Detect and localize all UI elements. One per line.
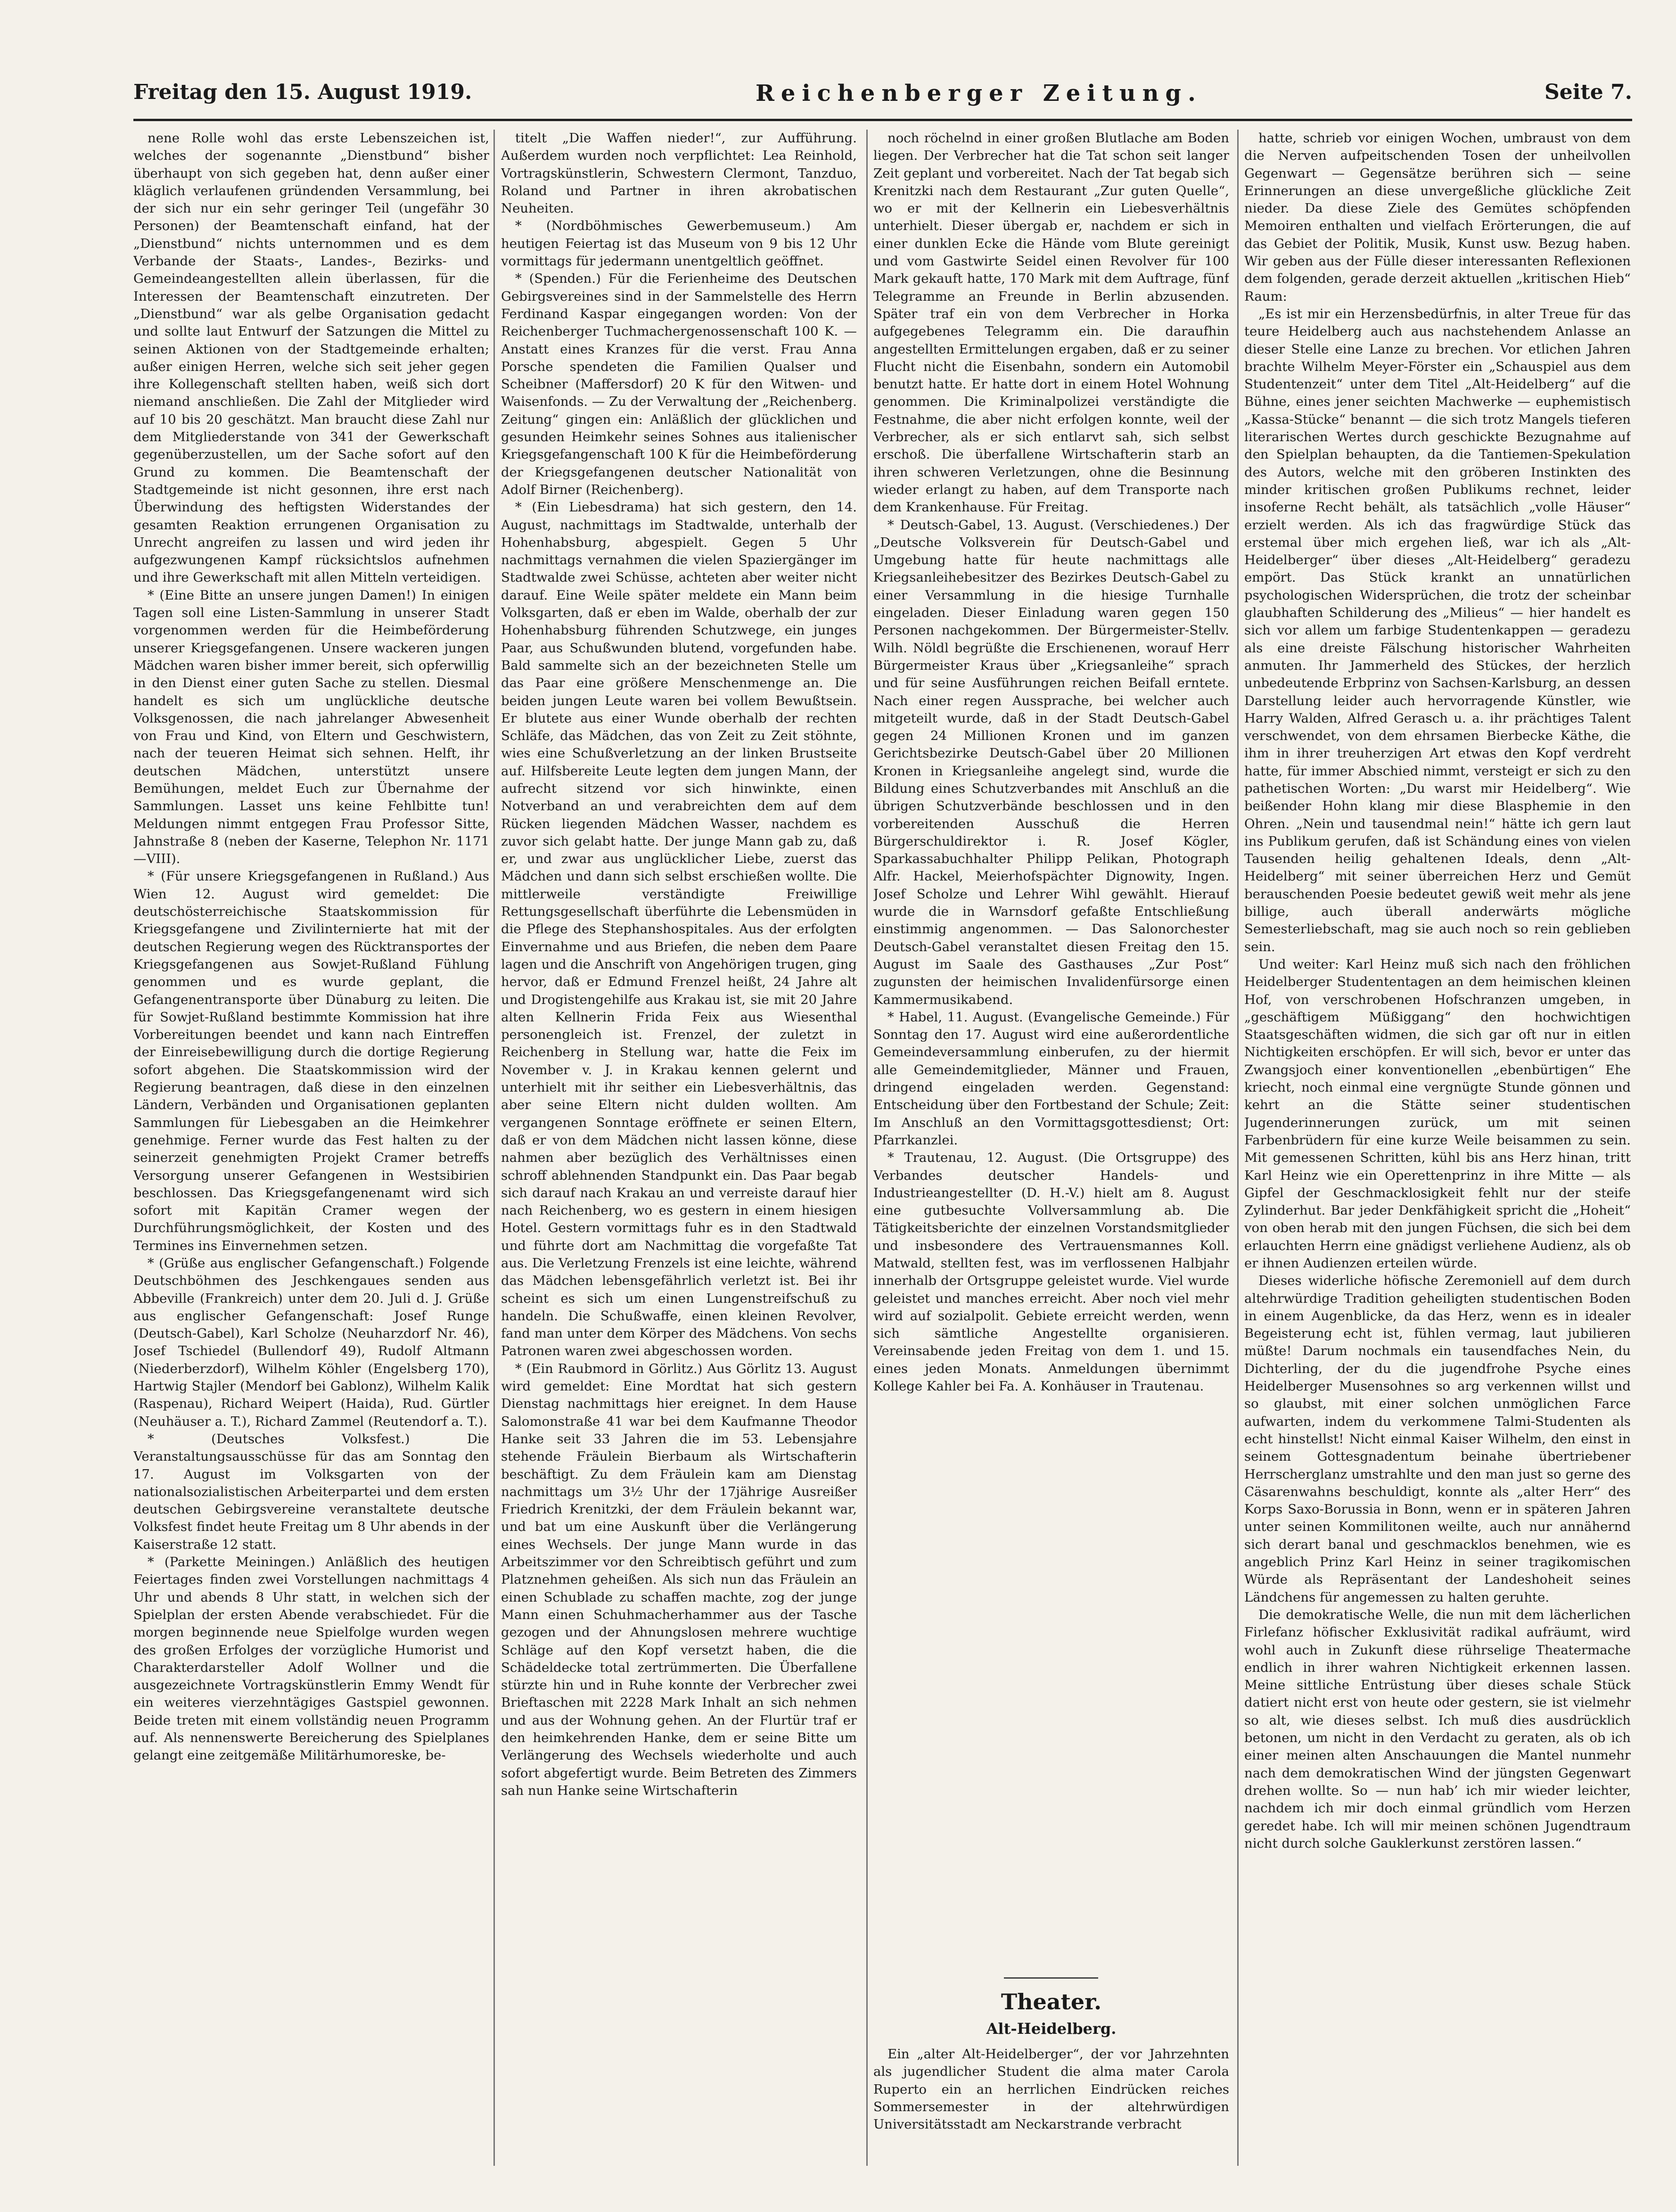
page-number: Seite 7. (1544, 80, 1632, 104)
article-paragraph: nene Rolle wohl das erste Lebenszeichen ist, welches der sogenannte „Dienstbund“ bisher überhaupt von sich gegeben hat, denn außer einer kläglich verlaufenen gründenden Versammlung, bei der sich nur ein sehr geringer Teil (ungefähr 30 Personen) der Beamtenschaft einfand, hat der „Dienstbund“ nichts unternommen und es dem Verbande der Staats-, Landes-, Bezirks- und Gemeindeangestellten allein überlassen, für die Interessen der Beamtenschaft einzutreten. Der „Dienstbund“ war als gelbe Organisation gedacht und sollte laut Entwurf der Satzungen die Mittel zu seinen Aktionen von der Stadtgemeinde erhalten; außer einigen Herren, welche sich seit jeher gegen ihre Kollegenschaft stellten haben, weiß sich dort niemand anschließen. Die Zahl der Mitglieder wird auf 10 bis 20 geschätzt. Man braucht diese Zahl nur dem Mitgliederstande von 341 der Gewerkschaft gegenüberzustellen, um der Sache sofort auf den Grund zu kommen. Die Beamtenschaft der Stadtgemeinde ist nicht gesonnen, ihre erst nach Überwindung des heftigsten Widerstandes der gesamten Reaktion errungenen Organisation zu Unrecht angreifen zu lassen und wird jeden ihr aufgezwungenen Kampf rücksichtslos aufnehmen und ihre Gewerkschaft mit allen Mitteln verteidigen. (133, 131, 489, 585)
article-paragraph: * (Nordböhmisches Gewerbemuseum.) Am heutigen Feiertag ist das Museum von 9 bis 12 Uhr vormittags für jedermann unentgeltlich geöffnet. (501, 218, 857, 269)
column-4 (1244, 130, 1631, 2171)
header-rule (133, 119, 1632, 121)
newspaper-title: Reichenberger Zeitung. (756, 80, 1202, 107)
theater-heading: Theater. (1001, 1989, 1102, 2015)
column-divider (866, 130, 868, 2166)
column-divider (1237, 130, 1239, 2166)
article-paragraph: * (Parkette Meiningen.) Anläßlich des heutigen Feiertages finden zwei Vorstellungen nachmittags 4 Uhr und abends 8 Uhr statt, in welchen sich der Spielplan der ersten Abende verabschiedet. Für die morgen beginnende neue Spielfolge wurden wegen des großen Erfolges der vorzügliche Humorist und Charakterdarsteller Adolf Wollner und die ausgezeichnete Vortragskünstlerin Emmy Wendt für ein weiteres vierzehntägiges Gastspiel gewonnen. Beide treten mit einem vollständig neuen Programm auf. Als nennenswerte Bereicherung des Spielplanes gelangt eine zeitgemäße Militärhumoreske, be- (133, 1554, 489, 1763)
article-paragraph: * (Grüße aus englischer Gefangenschaft.) Folgende Deutschböhmen des Jeschkengaues senden aus Abbeville (Frankreich) unter dem 20. Juli d. J. Grüße aus englischer Gefangenschaft: Josef Runge (Deutsch-Gabel), Karl Scholze (Neuharzdorf Nr. 46), Josef Tschiedel (Bullendorf 49), Rudolf Altmann (Niederberzdorf), Wilhelm Köhler (Engelsberg 170), Hartwig Stajler (Mendorf bei Gablonz), Wilhelm Kalik (Raspenau), Richard Weipert (Haida), Rud. Gürtler (Neuhäuser a. T.), Richard Zammel (Reutendorf a. T.). (133, 1256, 489, 1429)
column-2 (501, 130, 857, 2171)
article-paragraph: Dieses widerliche höfische Zeremoniell auf dem durch altehrwürdige Tradition geheiligten studentischen Boden in einem Augenblicke, da das Herz, wenn es in idealer Begeisterung echt ist, fühlen vermag, laut jubilieren müßte! Darum nochmals ein tausendfaches Nein, du Dichterling, der du die jugendfrohe Psyche eines Heidelberger Musensohnes so arg verkennen willst und so glaubst, mit einer solchen unmöglichen Farce aufwarten, indem du verkommene Talmi-Studenten als echt hinstellst! Nicht einmal Kaiser Wilhelm, den einst in seinem Gottesgnadentum beinahe übertriebener Herrscherglanz umstrahlte und den man just so gerne des Cäsarenwahns beschuldigt, konnte als „alter Herr“ des Korps Saxo-Borussia in Bonn, wenn er in späteren Jahren unter seinen Kommilitonen weilte, auch nur annähernd sich derart banal und geschmacklos benehmen, wie es angeblich Prinz Karl Heinz in seiner tragikomischen Würde als Repräsentant der Landeshoheit seines Ländchens für angemessen zu halten geruhte. (1244, 1273, 1631, 1605)
article-paragraph: * Trautenau, 12. August. (Die Ortsgruppe) des Verbandes deutscher Handels- und Industrieangestellter (D. H.-V.) hielt am 8. August eine gutbesuchte Vollversammlung ab. Die Tätigkeitsberichte der einzelnen Vorstandsmitglieder und insbesondere des Vertrauensmannes Koll. Matwald, stellten fest, was im verflossenen Halbjahr innerhalb der Ortsgruppe geleistet wurde. Viel wurde geleistet und manches erreicht. Aber noch viel mehr wird auf sozialpolit. Gebiete erreicht werden, wenn sich sämtliche Angestellte organisieren. Vereinsabende jeden Freitag von dem 1. und 15. eines jeden Monats. Anmeldungen übernimmt Kollege Kahler bei Fa. A. Konhäuser in Trautenau. (873, 1150, 1229, 1394)
section-rule (1004, 1977, 1098, 1979)
article-paragraph: * (Ein Liebesdrama) hat sich gestern, den 14. August, nachmittags im Stadtwalde, unterhalb der Hohenhabsburg, abgespielt. Gegen 5 Uhr nachmittags vernahmen die vielen Spaziergänger im Stadtwalde zwei Schüsse, achteten aber weiter nicht darauf. Eine Weile später meldete ein Mann beim Volksgarten, daß er eben im Walde, oberhalb der zur Hohenhabsburg führenden Schutzwege, ein junges Paar, aus Schußwunden blutend, vorgefunden habe. Bald sammelte sich an der bezeichneten Stelle um das Paar eine größere Menschenmenge an. Die beiden jungen Leute waren bei vollem Bewußtsein. Er blutete aus einer Wunde oberhalb der rechten Schläfe, das Mädchen, das von Zeit zu Zeit stöhnte, wies eine Schußverletzung an der linken Brustseite auf. Hilfsbereite Leute legten dem jungen Mann, der aufrecht sitzend vor sich hinwinkte, einen Notverband an und verabreichten dem auf dem Rücken liegenden Mädchen Wasser, nachdem es zuvor sich gelabt hatte. Der junge Mann gab zu, daß er, und zwar aus unglücklicher Liebe, zuerst das Mädchen und dann sich selbst erschießen wollte. Die mittlerweile verständigte Freiwillige Rettungsgesellschaft überführte die Lebensmüden in die Pflege des Stephanshospitales. Aus der erfolgten Einvernahme und aus Briefen, die neben dem Paare lagen und die Anschrift von Angehörigen trugen, ging hervor, daß er Edmund Frenzel heißt, 24 Jahre alt und Drogistengehilfe aus Krakau ist, sie mit 20 Jahre alten Kellnerin Frida Feix aus Wiesenthal personengleich ist. Frenzel, der zuletzt in Reichenberg in Stellung war, hatte die Feix im November v. J. in Krakau kennen gelernt und unterhielt mit ihr seither ein Liebesverhältnis, das aber seine Eltern nicht dulden wollten. Am vergangenen Sonntage eröffnete er seinen Eltern, daß er von dem Mädchen nicht lassen könne, diese nahmen aber bezüglich des Verhältnisses einen schroff ablehnenden Standpunkt ein. Das Paar begab sich darauf nach Krakau an und verreiste darauf hier nach Reichenberg, wo es gestern in einem hiesigen Hotel. Gestern vormittags fuhr es in den Stadtwald und führte dort am Nachmittag die vorgefaßte Tat aus. Die Verletzung Frenzels ist eine leichte, während das Mädchen lebensgefährlich verletzt ist. Bei ihr scheint es sich um einen Lungenstreifschuß zu handeln. Die Schußwaffe, einen kleinen Revolver, fand man unter dem Körper des Mädchens. Von sechs Patronen waren zwei abgeschossen worden. (501, 500, 857, 1359)
column-divider (493, 130, 495, 2166)
theater-subheading: Alt-Heidelberg. (986, 2020, 1117, 2038)
article-paragraph: „Es ist mir ein Herzensbedürfnis, in alter Treue für das teure Heidelberg auch aus nachstehendem Anlasse an dieser Stelle eine Lanze zu brechen. Vor etlichen Jahren brachte Wilhelm Meyer-Förster ein „Schauspiel aus dem Studentenzeit“ unter dem Titel „Alt-Heidelberg“ auf die Bühne, eines jener seichten Machwerke — euphemistisch „Kassa-Stücke“ benannt — die sich trotz Mangels tieferen literarischen Wertes durch geschickte Bezugnahme auf den Spielplan behaupten, da die Tantiemen-Spekulation des Autors, welche mit den gröberen Instinkten des minder kritischen großen Publikums rechnet, leider insoferne Recht behält, als tatsächlich „volle Häuser“ erzielt werden. Als ich das fragwürdige Stück das erstemal über mich ergehen ließ, war ich als „Alt-Heidelberger“ über dieses „Alt-Heidelberg“ geradezu empört. Das Stück krankt an unnatürlichen psychologischen Widersprüchen, die trotz der scheinbar glaubhaften Schilderung des „Milieus“ — hier handelt es sich vor allem um farbige Studentenkappen — geradezu als eine dreiste Fälschung historischer Wahrheiten anmuten. Ihr Jammerheld des Stückes, der herzlich unbedeutende Erbprinz von Sachsen-Karlsburg, an dessen Darstellung leider auch hervorragende Künstler, wie Harry Walden, Alfred Gerasch u. a. ihr prächtiges Talent verschwendet, von dem ehrsamen Bierbecke Käthe, die ihm in ihrer treuherzigen Art etwas den Kopf verdreht hatte, für immer Abschied nimmt, versteigt er sich zu den pathetischen Worten: „Du warst mir Heidelberg“. Wie beißender Hohn klang mir diese Blasphemie in den Ohren. „Nein und tausendmal nein!“ hätte ich gern laut ins Publikum gerufen, daß ist Schändung eines von vielen Tausenden heilig gehaltenen Ideals, denn „Alt-Heidelberg“ mit seiner überreichen Herz und Gemüt berauschenden Poesie bedeutet gewiß weit mehr als jene billige, auch überall anderwärts mögliche Semesterliebschaft, mag sie auch noch so rein geblieben sein. (1244, 306, 1631, 954)
article-paragraph: noch röchelnd in einer großen Blutlache am Boden liegen. Der Verbrecher hat die Tat schon seit langer Zeit geplant und vorbereitet. Nach der Tat begab sich Krenitzki nach dem Restaurant „Zur guten Quelle“, wo er mit der Kellnerin ein Liebesverhältnis unterhielt. Dieser übergab er, nachdem er sich in einer dunklen Ecke die Hände vom Blute gereinigt und vom Gastwirte Seidel einen Revolver für 100 Mark gekauft hatte, 170 Mark mit dem Auftrage, fünf Telegramme an Freunde in Berlin abzusenden. Später traf ein von dem Verbrecher in Horka aufgegebenes Telegramm ein. Die daraufhin angestellten Ermittelungen ergaben, daß er zu seiner Flucht nicht die Eisenbahn, sondern ein Automobil benutzt hatte. Er hatte dort in einem Hotel Wohnung genommen. Die Kriminalpolizei verständigte die Festnahme, die aber nicht erfolgen konnte, weil der Verbrecher, als er sich entlarvt sah, sich selbst erschoß. Die überfallene Wirtschafterin starb an ihren schweren Verletzungen, ohne die Besinnung wieder erlangt zu haben, auf dem Transporte nach dem Krankenhause. Für Freitag. (873, 131, 1229, 515)
article-paragraph: * Deutsch-Gabel, 13. August. (Verschiedenes.) Der „Deutsche Volksverein für Deutsch-Gabel und Umgebung hatte für heute nachmittags alle Kriegsanleihebesitzer des Bezirkes Deutsch-Gabel zu einer Versammlung in die hiesige Turnhalle eingeladen. Dieser Einladung waren gegen 150 Personen nachgekommen. Der Bürgermeister-Stellv. Wilh. Nöldl begrüßte die Erschienenen, worauf Herr Bürgermeister Kraus über „Kriegsanleihe“ sprach und für seine Ausführungen reichen Beifall erntete. Nach einer regen Aussprache, bei welcher auch mitgeteilt wurde, daß in der Stadt Deutsch-Gabel gegen 24 Millionen Kronen und im ganzen Gerichtsbezirke Deutsch-Gabel über 20 Millionen Kronen in Kriegsanleihe angelegt sind, wurde die Bildung eines Schutzverbandes mit Anschluß an die übrigen Schutzverbände beschlossen und in den vorbereitenden Ausschuß die Herren Bürgerschuldirektor i. R. Josef Kögler, Sparkassabuchhalter Philipp Pelikan, Photograph Alfr. Hackel, Meierhofspächter Dignowity, Ingen. Josef Scholze und Lehrer Wihl gewählt. Hierauf wurde die in Warnsdorf gefaßte Entschließung einstimmig angenommen. — Das Salonorchester Deutsch-Gabel veranstaltet diesen Freitag den 15. August im Saale des Gasthauses „Zur Post“ zugunsten der heimischen Invalidenfürsorge einen Kammermusikabend. (873, 517, 1229, 1007)
column-1 (133, 130, 489, 2171)
article-paragraph: * (Spenden.) Für die Ferienheime des Deutschen Gebirgsvereines sind in der Sammelstelle des Herrn Ferdinand Kaspar eingegangen worden: Von der Reichenberger Tuchmachergenossenschaft 100 K. — Anstatt eines Kranzes für die verst. Frau Anna Porsche spendeten die Familien Qualser und Scheibner (Maffersdorf) 20 K für den Witwen- und Waisenfonds. — Zu der Verwaltung der „Reichenberg. Zeitung“ gingen ein: Anläßlich der glücklichen und gesunden Heimkehr seines Sohnes aus italienischer Kriegsgefangenschaft 100 K für die Heimbeförderung der Kriegsgefangenen deutscher Nationalität von Adolf Birner (Reichenberg). (501, 271, 857, 497)
article-paragraph: * (Für unsere Kriegsgefangenen in Rußland.) Aus Wien 12. August wird gemeldet: Die deutschösterreichische Staatskommission für Kriegsgefangene und Zivilinternierte hat mit der deutschen Regierung wegen des Rücktransportes der Kriegsgefangenen aus Sowjet-Rußland Fühlung genommen und es wurde geplant, die Gefangenentransporte über Dünaburg zu leiten. Die für Sowjet-Rußland bestimmte Kommission hat ihre Vorbereitungen beendet und kann nach Eintreffen der Einreisebewilligung durch die dortige Regierung sofort abgehen. Die Staatskommission wird der Regierung beantragen, daß diese in den einzelnen Ländern, Verbänden und Organisationen geplanten Sammlungen für Liebesgaben an die Heimkehrer genehmige. Ferner wurde das Fest halten zu der seinerzeit genehmigten Projekt Cramer betreffs Versorgung unserer Gefangenen in Westsibirien beschlossen. Das Kriegsgefangenenamt wird sich sofort mit Kapitän Cramer wegen der Durchführungsmöglichkeit, der Kosten und des Termines ins Einvernehmen setzen. (133, 869, 489, 1253)
issue-date: Freitag den 15. August 1919. (133, 80, 472, 104)
article-paragraph: titelt „Die Waffen nieder!“, zur Aufführung. Außerdem wurden noch verpflichtet: Lea Reinhold, Vortragskünstlerin, Schwestern Clermont, Tanzduo, Roland und Partner in ihren akrobatischen Neuheiten. (501, 131, 857, 216)
article-paragraph: Und weiter: Karl Heinz muß sich nach den fröhlichen Heidelberger Studententagen an dem heimischen kleinen Hof, von verschrobenen Hofschranzen umgeben, in „geschäftigem Müßiggang“ den hochwichtigen Staatsgeschäften widmen, die sich gar oft nur in eitlen Nichtigkeiten erschöpfen. Er will sich, bevor er unter das Zwangsjoch einer konventionellen „ebenbürtigen“ Ehe kriecht, noch einmal eine vergnügte Stunde gönnen und kehrt an die Stätte seiner studentischen Jugenderinnerungen zurück, um mit seinen Farbenbrüdern für eine kurze Weile beisammen zu sein. Mit gemessenen Schritten, kühl bis ans Herz hinan, tritt Karl Heinz wie ein Operettenprinz in ihre Mitte — als Gipfel der Geschmacklosigkeit fehlt nur der steife Zylinderhut. Bar jeder Denkfähigkeit spricht die „Hoheit“ von oben herab mit den jungen Füchsen, die sich bei dem erlauchten Herrn eine gnädigst verliehene Audienz, als ob er ihnen Audienzen erteilen würde. (1244, 956, 1631, 1271)
article-paragraph: * Habel, 11. August. (Evangelische Gemeinde.) Für Sonntag den 17. August wird eine außerordentliche Gemeindeversammlung einberufen, zu der hiermit alle Gemeindemitglieder, Männer und Frauen, dringend eingeladen werden. Gegenstand: Entscheidung über den Fortbestand der Schule; Zeit: Im Anschluß an den Vormittagsgottesdienst; Ort: Pfarrkanzlei. (873, 1009, 1229, 1148)
article-paragraph: Die demokratische Welle, die nun mit dem lächerlichen Firlefanz höfischer Exklusivität radikal aufräumt, wird wohl auch in Zukunft diese rührselige Theatermache endlich in ihrer wahren Nichtigkeit erkennen lassen. Meine sittliche Entrüstung über dieses schale Stück datiert nicht erst von heute oder gestern, sie ist vielmehr so alt, wie dieses selbst. Ich muß dies ausdrücklich betonen, um nicht in den Verdacht zu geraten, als ob ich einer meinen alten Anschauungen die Mantel nunmehr nach dem demokratischen Wind der jüngsten Gegenwart drehen wollte. So — nun hab’ ich mir wieder leichter, nachdem ich mir doch einmal gründlich vom Herzen geredet habe. Ich will mir meinen schönen Jugendtraum nicht durch solche Gauklerkunst zerstören lassen.“ (1244, 1607, 1631, 1851)
theater-article (873, 2046, 1229, 2133)
column-3 (873, 130, 1229, 1968)
article-paragraph: hatte, schrieb vor einigen Wochen, umbraust von dem die Nerven aufpeitschenden Tosen der unheilvollen Gegenwart — Gegensätze berühren sich — seine Erinnerungen an diese unvergeßliche glückliche Zeit nieder. Da diese Ziele des Gemütes schöpfenden Memoiren enthalten und vielfach Erörterungen, die auf das Gebiet der Politik, Musik, Kunst usw. Bezug haben. Wir geben aus der Fülle dieser interessanten Reflexionen dem folgenden, gerade derzeit aktuellen „kritischen Hieb“ Raum: (1244, 131, 1631, 304)
article-paragraph: * (Deutsches Volksfest.) Die Veranstaltungsausschüsse für das am Sonntag den 17. August im Volksgarten von der nationalsozialistischen Arbeiterpartei und dem ersten deutschen Gebirgsvereine veranstaltete deutsche Volksfest findet heute Freitag um 8 Uhr abends in der Kaiserstraße 12 statt. (133, 1431, 489, 1552)
article-paragraph: Ein „alter Alt-Heidelberger“, der vor Jahrzehnten als jugendlicher Student die alma mater Carola Ruperto ein an herrlichen Eindrücken reiches Sommersemester in der altehrwürdigen Universitätsstadt am Neckarstrande verbracht (873, 2047, 1229, 2132)
article-paragraph: * (Eine Bitte an unsere jungen Damen!) In einigen Tagen soll eine Listen-Sammlung in unserer Stadt vorgenommen werden für die Heimbeförderung unserer Kriegsgefangenen. Unsere wackeren jungen Mädchen waren bisher immer bereit, sich opferwillig in den Dienst einer guten Sache zu stellen. Diesmal handelt es sich um unglückliche deutsche Volksgenossen, die nach jahrelanger Abwesenheit von Frau und Kind, von Eltern und Geschwistern, nach der teueren Heimat sich sehnen. Helft, ihr deutschen Mädchen, unterstützt unsere Bemühungen, meldet Euch zur Übernahme der Sammlungen. Lasset uns keine Fehlbitte tun! Meldungen nimmt entgegen Frau Professor Sitte, Jahnstraße 8 (neben der Kaserne, Telephon Nr. 1171—VIII). (133, 587, 489, 867)
article-paragraph: * (Ein Raubmord in Görlitz.) Aus Görlitz 13. August wird gemeldet: Eine Mordtat hat sich gestern Dienstag nachmittags hier ereignet. In dem Hause Salomonstraße 41 war bei dem Kaufmanne Theodor Hanke seit 33 Jahren die im 53. Lebensjahre stehende Fräulein Bierbaum als Wirtschafterin beschäftigt. Zu dem Fräulein kam am Dienstag nachmittags um 3½ Uhr der 17jährige Ausreißer Friedrich Krenitzki, der dem Fräulein bekannt war, und bat um eine Auskunft über die Verlängerung eines Wechsels. Der junge Mann wurde in das Arbeitszimmer vor den Schreibtisch geführt und zum Platznehmen geheißen. Als sich nun das Fräulein an einen Schublade zu schaffen machte, zog der junge Mann einen Schuhmacherhammer aus der Tasche gezogen und der Ahnungslosen mehrere wuchtige Schläge auf den Kopf versetzt haben, die die Schädeldecke total zertrümmerten. Die Überfallene stürzte hin und in Ruhe konnte der Verbrecher zwei Brieftaschen mit 2228 Mark Inhalt an sich nehmen und aus der Wohnung gehen. An der Flurtür traf er den heimkehrenden Hanke, dem er seine Bitte um Verlängerung des Wechsels wiederholte und auch sofort abgefertigt wurde. Beim Betreten des Zimmers sah nun Hanke seine Wirtschafterin (501, 1361, 857, 1798)
page-header (133, 80, 1632, 113)
